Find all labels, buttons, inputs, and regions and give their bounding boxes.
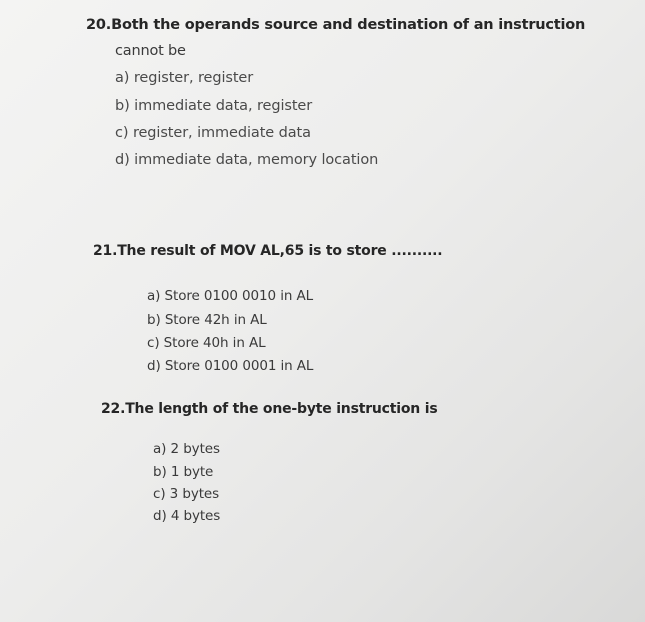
question-21-option-b: b) Store 42h in AL bbox=[147, 312, 267, 328]
question-22-option-c: c) 3 bytes bbox=[153, 486, 220, 502]
question-20-option-b: b) immediate data, register bbox=[115, 98, 313, 114]
question-22-option-b: b) 1 byte bbox=[153, 464, 214, 480]
question-22-title: 22.The length of the one-byte instruction is bbox=[101, 401, 438, 417]
question-22-option-a: a) 2 bytes bbox=[153, 441, 220, 457]
question-21-option-c: c) Store 40h in AL bbox=[147, 335, 266, 351]
question-20-option-d: d) immediate data, memory location bbox=[115, 152, 379, 168]
question-20-title-continued: cannot be bbox=[115, 43, 186, 59]
question-21-title: 21.The result of MOV AL,65 is to store .......... bbox=[93, 243, 443, 259]
question-20-option-a: a) register, register bbox=[115, 70, 254, 86]
question-21-option-a: a) Store 0100 0010 in AL bbox=[147, 288, 314, 304]
question-20-option-c: c) register, immediate data bbox=[115, 125, 311, 141]
question-20-title: 20.Both the operands source and destination of an instruction bbox=[86, 17, 586, 33]
question-22-option-d: d) 4 bytes bbox=[153, 508, 221, 524]
question-21-option-d: d) Store 0100 0001 in AL bbox=[147, 358, 314, 374]
